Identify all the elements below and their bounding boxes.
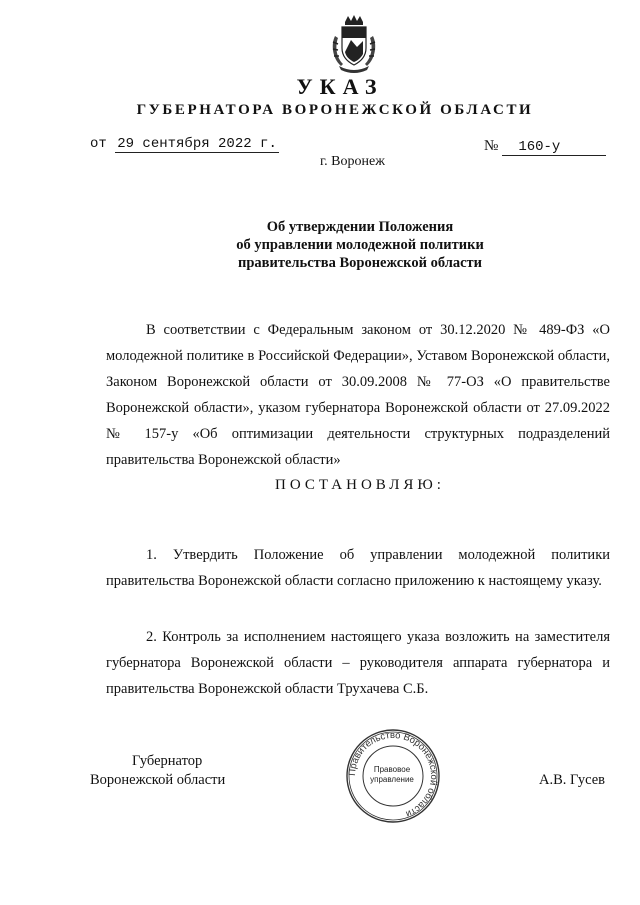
number-sign: № bbox=[484, 138, 499, 154]
svg-text:Правительство Воронежской обла: Правительство Воронежской области bbox=[346, 729, 440, 820]
number-line bbox=[484, 137, 606, 156]
heading-line: об управлении молодежной политики bbox=[236, 237, 484, 253]
decree-word: ПОСТАНОВЛЯЮ: bbox=[275, 477, 445, 493]
date-value: 29 сентября 2022 г. bbox=[117, 136, 277, 152]
position-line: Губернатор bbox=[132, 753, 203, 769]
signatory-name: А.В. Гусев bbox=[539, 772, 605, 788]
stamp-line: Правовое bbox=[373, 765, 411, 774]
item-1-paragraph bbox=[106, 542, 610, 594]
intro-text: В соответствии с Федеральным законом от 30.12.2020 № 489-ФЗ «О молодежной политике в Российской Федерации», Уставом Воронежской области, Законом Воронежской области от 30.09.2008 № 77-ОЗ «О правительстве Воронежской области», указом губернатора Воронежской области от 27.09.2022 № 157-у «Об оптимизации деятельности структурных подразделений правительства Воронежской области» bbox=[106, 322, 610, 468]
stamp-line: управление bbox=[370, 775, 414, 784]
stamp-inner-text bbox=[367, 765, 417, 785]
signatory-position bbox=[90, 752, 260, 790]
item-2-paragraph bbox=[106, 624, 610, 702]
item-1-text: 1. Утвердить Положение об управлении молодежной политики правительства Воронежской области согласно приложению к настоящему указу. bbox=[106, 547, 610, 589]
position-line: Воронежской области bbox=[90, 772, 226, 788]
coat-of-arms-icon bbox=[327, 14, 381, 74]
intro-paragraph bbox=[106, 317, 610, 473]
number-value: 160-у bbox=[502, 140, 606, 156]
city: г. Воронеж bbox=[320, 154, 385, 169]
item-2-text: 2. Контроль за исполнением настоящего указа возложить на заместителя губернатора Воронежской области – руководителя аппарата губернатора и правительства Воронежской области Трухачева С.Б. bbox=[106, 629, 610, 697]
document-title: УКАЗ bbox=[296, 74, 384, 99]
document-subtitle: ГУБЕРНАТОРА ВОРОНЕЖСКОЙ ОБЛАСТИ bbox=[136, 102, 534, 118]
document-heading bbox=[0, 218, 640, 272]
heading-line: правительства Воронежской области bbox=[237, 255, 483, 271]
date-line bbox=[90, 136, 279, 153]
date-prefix: от bbox=[90, 136, 107, 152]
heading-line: Об утверждении Положения bbox=[266, 219, 454, 235]
